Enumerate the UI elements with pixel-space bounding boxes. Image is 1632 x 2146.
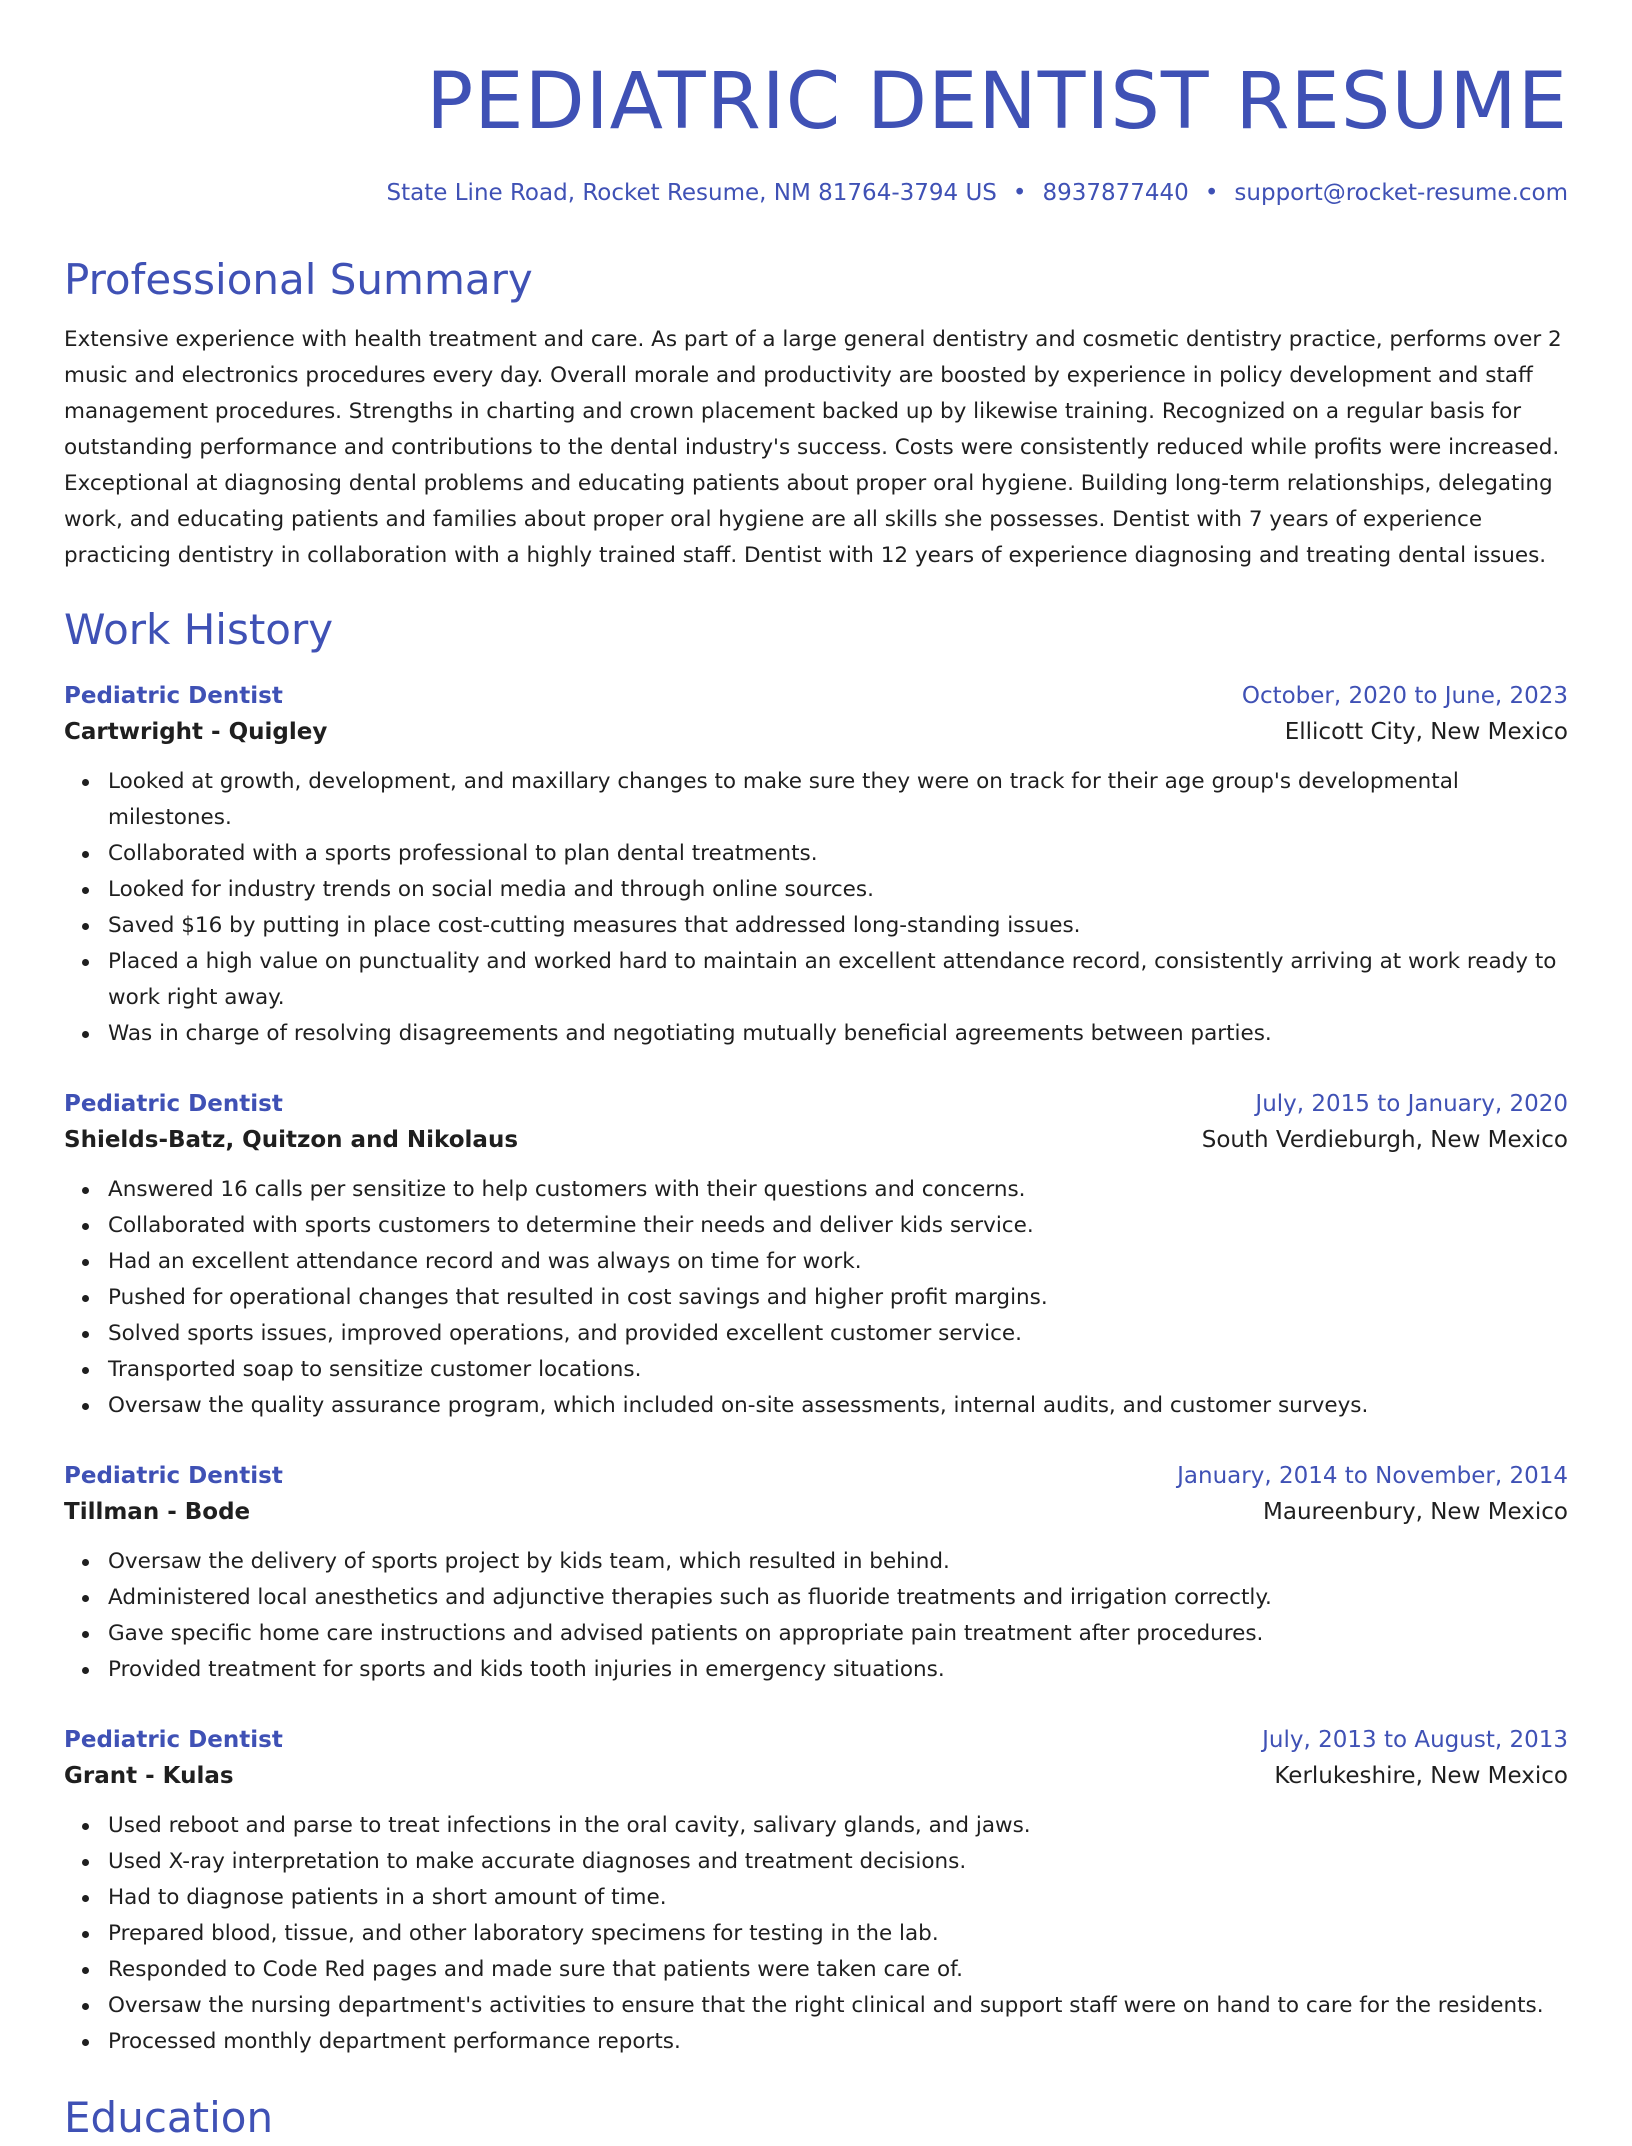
job-bullet: Gave specific home care instructions and advised patients on appropriate pain treatment after procedures. <box>108 1616 1568 1652</box>
job-header-row <box>64 1460 1568 1492</box>
job-location: Kerlukeshire, New Mexico <box>1274 1763 1568 1789</box>
job-entry <box>64 680 1568 1052</box>
job-bullet: Oversaw the nursing department's activities to ensure that the right clinical and support staff were on hand to care for the residents. <box>108 1988 1568 2024</box>
job-bullet: Had an excellent attendance record and was always on time for work. <box>108 1244 1568 1280</box>
job-dates: January, 2014 to November, 2014 <box>1177 1463 1568 1489</box>
job-title: Pediatric Dentist <box>64 1463 283 1489</box>
job-bullet: Saved $16 by putting in place cost-cutting measures that addressed long-standing issues. <box>108 908 1568 944</box>
job-title: Pediatric Dentist <box>64 1091 283 1117</box>
section-heading-work-history: Work History <box>64 605 334 654</box>
job-bullet: Administered local anesthetics and adjunctive therapies such as fluoride treatments and irrigation correctly. <box>108 1580 1568 1616</box>
job-bullet: Collaborated with sports customers to determine their needs and deliver kids service. <box>108 1208 1568 1244</box>
job-bullet: Solved sports issues, improved operations, and provided excellent customer service. <box>108 1316 1568 1352</box>
job-header-row <box>64 1724 1568 1756</box>
job-bullet: Used reboot and parse to treat infections in the oral cavity, salivary glands, and jaws. <box>108 1808 1568 1844</box>
job-entry <box>64 1724 1568 2060</box>
job-employer-row <box>64 1120 1568 1160</box>
job-bullet-list <box>64 1544 1568 1688</box>
job-bullet: Looked at growth, development, and maxillary changes to make sure they were on track for their age group's developmental milestones. <box>108 764 1568 836</box>
job-company: Cartwright - Quigley <box>64 719 328 745</box>
job-company: Tillman - Bode <box>64 1499 251 1525</box>
job-bullet: Was in charge of resolving disagreements and negotiating mutually beneficial agreements between parties. <box>108 1016 1568 1052</box>
job-bullet: Pushed for operational changes that resulted in cost savings and higher profit margins. <box>108 1280 1568 1316</box>
job-bullet: Placed a high value on punctuality and worked hard to maintain an excellent attendance record, consistently arriving at work ready to work right away. <box>108 944 1568 1016</box>
job-bullet: Oversaw the quality assurance program, which included on-site assessments, internal audits, and customer surveys. <box>108 1388 1568 1424</box>
job-title: Pediatric Dentist <box>64 683 283 709</box>
contact-line <box>64 180 1568 206</box>
job-bullet: Answered 16 calls per sensitize to help customers with their questions and concerns. <box>108 1172 1568 1208</box>
job-bullet: Oversaw the delivery of sports project by kids team, which resulted in behind. <box>108 1544 1568 1580</box>
job-bullet: Transported soap to sensitize customer locations. <box>108 1352 1568 1388</box>
contact-address: State Line Road, Rocket Resume, NM 81764-3794 US <box>386 180 997 206</box>
job-employer-row <box>64 1756 1568 1796</box>
job-bullet-list <box>64 1808 1568 2060</box>
job-header-row <box>64 1088 1568 1120</box>
summary-paragraph: Extensive experience with health treatment and care. As part of a large general dentistry and cosmetic dentistry practice, performs over 2 music and electronics procedures every day. Overall morale and productivity are boosted by experience in policy development and staff management procedures. Strengths in charting and crown placement backed up by likewise training. Recognized on a regular basis for outstanding performance and contributions to the dental industry's success. Costs were consistently reduced while profits were increased. Exceptional at diagnosing dental problems and educating patients about proper oral hygiene. Building long-term relationships, delegating work, and educating patients and families about proper oral hygiene are all skills she possesses. Dentist with 7 years of experience practicing dentistry in collaboration with a highly trained staff. Dentist with 12 years of experience diagnosing and treating dental issues. <box>64 327 1562 568</box>
job-title: Pediatric Dentist <box>64 1727 283 1753</box>
job-location: Ellicott City, New Mexico <box>1284 719 1568 745</box>
job-bullet: Used X-ray interpretation to make accurate diagnoses and treatment decisions. <box>108 1844 1568 1880</box>
job-bullet: Looked for industry trends on social media and through online sources. <box>108 872 1568 908</box>
job-bullet: Collaborated with a sports professional to plan dental treatments. <box>108 836 1568 872</box>
job-employer-row <box>64 712 1568 752</box>
job-bullet: Prepared blood, tissue, and other laboratory specimens for testing in the lab. <box>108 1916 1568 1952</box>
contact-separator: • <box>1204 180 1219 206</box>
contact-separator: • <box>1012 180 1027 206</box>
job-bullet-list <box>64 1172 1568 1424</box>
job-location: South Verdieburgh, New Mexico <box>1201 1127 1568 1153</box>
section-heading-summary: Professional Summary <box>64 255 533 304</box>
job-employer-row <box>64 1492 1568 1532</box>
job-header-row <box>64 680 1568 712</box>
contact-phone: 8937877440 <box>1042 180 1189 206</box>
section-heading-education: Education <box>64 2093 274 2142</box>
job-location: Maureenbury, New Mexico <box>1263 1499 1568 1525</box>
job-bullet-list <box>64 764 1568 1052</box>
job-bullet: Provided treatment for sports and kids tooth injuries in emergency situations. <box>108 1652 1568 1688</box>
contact-email: support@rocket-resume.com <box>1234 180 1568 206</box>
job-dates: October, 2020 to June, 2023 <box>1241 683 1568 709</box>
job-company: Grant - Kulas <box>64 1763 234 1789</box>
resume-title: PEDIATRIC DENTIST RESUME <box>426 57 1568 147</box>
job-dates: July, 2015 to January, 2020 <box>1255 1091 1568 1117</box>
job-bullet: Responded to Code Red pages and made sure that patients were taken care of. <box>108 1952 1568 1988</box>
job-company: Shields-Batz, Quitzon and Nikolaus <box>64 1127 519 1153</box>
resume-page <box>64 0 1568 2146</box>
job-entry <box>64 1460 1568 1688</box>
job-bullet: Had to diagnose patients in a short amount of time. <box>108 1880 1568 1916</box>
job-entry <box>64 1088 1568 1424</box>
job-dates: July, 2013 to August, 2013 <box>1262 1727 1568 1753</box>
job-bullet: Processed monthly department performance reports. <box>108 2024 1568 2060</box>
